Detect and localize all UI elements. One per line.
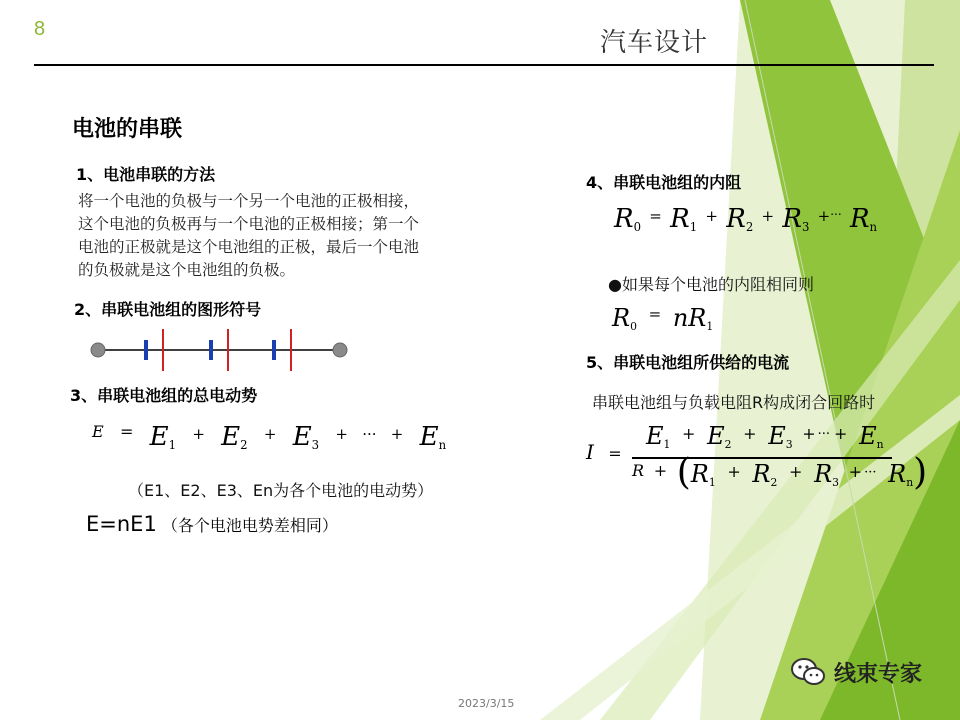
footer-date: 2023/3/15 [458,697,515,710]
emf-formula: $^E$ = $E_1$ + $E_2$ + $E_3$ + ··· + $E_n$ [92,422,447,453]
section1-line: 的负极就是这个电池组的负极。 [78,261,296,279]
section1-line: 这个电池的负极再与一个电池的正极相接；第一个 [78,215,420,233]
section1-line: 将一个电池的负极与一个另一个电池的正极相接， [78,192,420,210]
watermark-text: 线束专家 [834,661,923,687]
section2-heading: 2、串联电池组的图形符号 [74,300,262,319]
emf-equal-formula: E=nE1 （各个电池电势差相同） [86,512,338,536]
section1-heading: 1、电池串联的方法 [76,165,216,184]
emf-lhs: E [92,422,104,441]
battery-series-symbol [86,326,354,374]
header-title: 汽车设计 [600,28,709,58]
section3-heading: 3、串联电池组的总电动势 [70,386,258,405]
section1-text [78,190,508,282]
current-denominator: $^R$ + ($R_1 + R_2 + R_3 + ^{\cdot\cdot\cdot}$ $R_n$) [632,452,928,493]
section4-bullet: ●如果每个电池的内阻相同则 [608,275,814,294]
resistance-formula: $R_0$ = $R_1$ + $R_2$ + $R_3$ +··· $R_n$ [614,204,878,235]
section5-heading: 5、串联电池组所供给的电流 [586,353,790,372]
section5-text: 串联电池组与负载电阻R构成闭合回路时 [592,393,876,412]
current-lhs: I = [586,440,622,464]
watermark [790,656,922,688]
resistance-equal-formula: $R_0$ = $nR_1$ [612,304,714,333]
section1-line: 电池的正极就是这个电池组的正极，最后一个电池 [78,238,420,256]
current-numerator: $E_1 + E_2 + E_3 + ^{\cdot\cdot\cdot} + E_n$ [646,422,884,451]
section4-heading: 4、串联电池组的内阻 [586,173,742,192]
wechat-icon [790,656,826,688]
emf-note: （E1、E2、E3、En为各个电池的电动势） [128,481,434,500]
slide-title: 电池的串联 [72,117,183,142]
page-number: 8 [34,18,46,40]
header-rule [34,64,934,66]
